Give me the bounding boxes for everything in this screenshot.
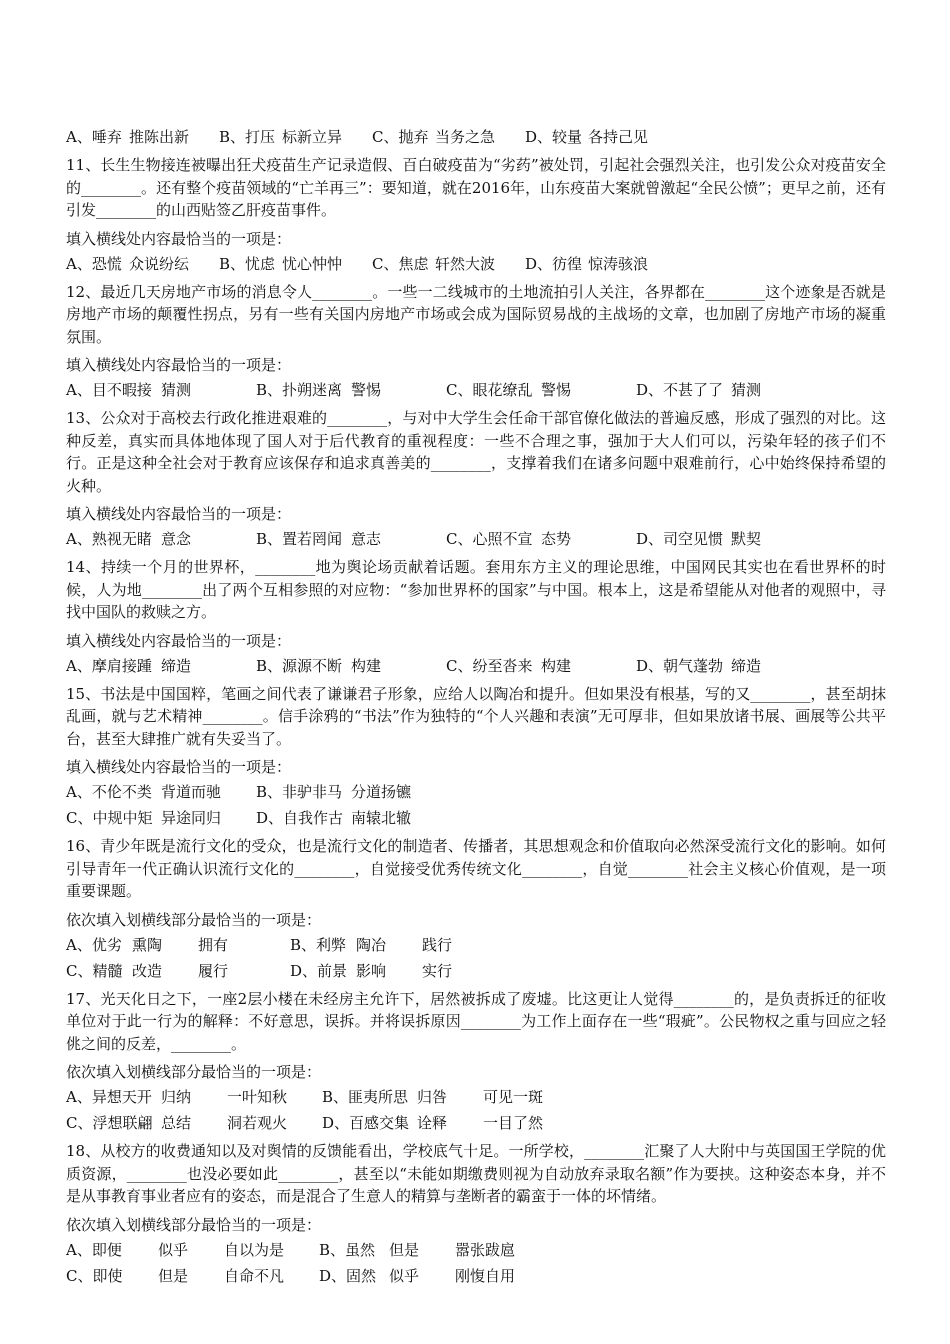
q10-options bbox=[66, 124, 886, 150]
option-a-word: 意念 bbox=[161, 530, 192, 548]
option-c-word-2: 履行 bbox=[198, 961, 229, 980]
option-c: C、浮想联翩 bbox=[66, 1114, 153, 1132]
option-d: D、朝气蓬勃 bbox=[636, 656, 724, 675]
question-17-prompt: 依次填入划横线部分最恰当的一项是： bbox=[66, 1063, 322, 1081]
option-c-word-1: 总结 bbox=[161, 1114, 192, 1132]
option-b: B、源源不断 bbox=[256, 656, 343, 675]
option-d-word-1: 影响 bbox=[356, 961, 387, 980]
question-14-options bbox=[66, 653, 886, 679]
option-d-word: 缔造 bbox=[731, 656, 762, 675]
option-a-word: 猜测 bbox=[161, 381, 192, 399]
question-12-text: 12、最近几天房地产市场的消息令人________。一些一二线城市的土地流拍引人关注，各界都在________这个迹象是否就是房地产市场的颠覆性拐点，另有一些有关国内房地产市场或会成为国际贸易战的主战场的文章，也加剧了房地产市场的凝重氛围。 bbox=[66, 282, 886, 346]
option-d-word: 惊涛骇浪 bbox=[588, 254, 649, 273]
question-16-options-row-1 bbox=[66, 932, 886, 958]
option-d: D、自我作古 bbox=[256, 809, 344, 827]
option-c: C、精髓 bbox=[66, 961, 123, 980]
question-14-text: 14、持续一个月的世界杯，________地为舆论场贡献着话题。套用东方主义的理论思维，中国网民其实也在看世界杯的时候，人为地________出了两个互相参照的对应物：“参加世界杯的国家”与中国。根本上，这是希望能从对他者的观照中，寻找中国队的救赎之方。 bbox=[66, 558, 886, 621]
option-b: B、匪夷所思 bbox=[322, 1088, 409, 1106]
question-11-text: 11、长生生物接连被曝出狂犬疫苗生产记录造假、百白破疫苗为“劣药”被处罚，引起社会强烈关注，也引发公众对疫苗安全的________。还有整个疫苗领域的“亡羊再三”：要知道，就在2016年，山东疫苗大案就曾激起“全民公愤”；更早之前，还有引发________的山西贴签乙肝疫苗事件。 bbox=[66, 156, 886, 219]
option-c: C、心照不宣 bbox=[446, 530, 533, 548]
question-12-options bbox=[66, 377, 886, 403]
option-c: C、抛弃 bbox=[372, 128, 429, 146]
question-12-prompt: 填入横线处内容最恰当的一项是： bbox=[66, 356, 292, 374]
option-a-word-2: 一叶知秋 bbox=[227, 1088, 288, 1106]
question-11-prompt: 填入横线处内容最恰当的一项是： bbox=[66, 229, 292, 248]
option-b-word: 警惕 bbox=[351, 381, 382, 399]
option-d: D、彷徨 bbox=[525, 254, 583, 273]
option-d: D、前景 bbox=[290, 961, 348, 980]
option-a: A、唾弃 bbox=[66, 128, 122, 146]
question-17-text: 17、光天化日之下，一座2层小楼在未经房主允许下，居然被拆成了废墟。比这更让人觉得________的，是负责拆迁的征收单位对于此一行为的解释：不好意思，误拆。并将误拆原因________为工作上面存在一些“瑕疵”。公民物权之重与回应之轻佻之间的反差，________。 bbox=[66, 989, 886, 1053]
option-c-word: 轩然大波 bbox=[435, 254, 496, 273]
option-a-word: 缔造 bbox=[161, 656, 192, 675]
option-b: B、利弊 bbox=[290, 935, 347, 954]
option-d: D、固然 bbox=[319, 1266, 377, 1285]
option-b-word: 分道扬镳 bbox=[351, 783, 412, 801]
option-c: C、即使 bbox=[66, 1266, 123, 1285]
option-c-word-1: 但是 bbox=[158, 1266, 189, 1285]
option-b: B、打压 bbox=[219, 128, 276, 146]
question-18-options-row-2 bbox=[66, 1263, 886, 1289]
option-c-word-2: 自命不凡 bbox=[224, 1266, 285, 1285]
option-a-word: 众说纷纭 bbox=[129, 254, 190, 273]
question-13-prompt: 填入横线处内容最恰当的一项是： bbox=[66, 505, 292, 523]
option-a: A、熟视无睹 bbox=[66, 530, 152, 548]
question-15-options-row-1 bbox=[66, 779, 886, 805]
option-b-word-1: 陶冶 bbox=[356, 935, 387, 954]
option-c-word: 当务之急 bbox=[435, 128, 496, 146]
option-d-word-2: 一目了然 bbox=[483, 1114, 544, 1132]
option-d: D、百感交集 bbox=[322, 1114, 410, 1132]
option-b: B、虽然 bbox=[319, 1240, 376, 1259]
question-16-prompt: 依次填入划横线部分最恰当的一项是： bbox=[66, 910, 322, 929]
option-b-word: 忧心忡忡 bbox=[282, 254, 343, 273]
question-15-text: 15、书法是中国国粹，笔画之间代表了谦谦君子形象，应给人以陶冶和提升。但如果没有根基，写的又________，甚至胡抹乱画，就与艺术精神________。信手涂鸦的“书法”作为独特的“个人兴趣和表演”无可厚非，但如果放诸书展、画展等公共平台，甚至大肆推广就有失妥当了。 bbox=[66, 684, 886, 748]
option-d-word-1: 诠释 bbox=[417, 1114, 448, 1132]
option-b: B、置若罔闻 bbox=[256, 530, 343, 548]
option-c-word: 态势 bbox=[541, 530, 572, 548]
option-a: A、优劣 bbox=[66, 935, 122, 954]
option-b: B、忧虑 bbox=[219, 254, 276, 273]
option-b-word: 构建 bbox=[351, 656, 382, 675]
option-b-word-2: 践行 bbox=[422, 935, 453, 954]
option-c-word: 构建 bbox=[541, 656, 572, 675]
option-a-word: 背道而驰 bbox=[161, 783, 222, 801]
option-d-word-2: 刚愎自用 bbox=[455, 1266, 516, 1285]
question-17-options-row-2 bbox=[66, 1110, 886, 1136]
option-d-word-1: 似乎 bbox=[389, 1266, 420, 1285]
option-a: A、摩肩接踵 bbox=[66, 656, 152, 675]
option-d: D、不甚了了 bbox=[636, 381, 724, 399]
question-18-prompt: 依次填入划横线部分最恰当的一项是： bbox=[66, 1215, 322, 1234]
option-d-word: 猜测 bbox=[731, 381, 762, 399]
option-b-word: 标新立异 bbox=[282, 128, 343, 146]
question-13-text: 13、公众对于高校去行政化推进艰难的________，与对中大学生会任命干部官僚化做法的普遍反感，形成了强烈的对比。这种反差，真实而具体地体现了国人对于后代教育的重视程度：一些不合理之事，强加于大人们可以，污染年轻的孩子们不行。正是这种全社会对于教育应该保存和追求真善美的________，支撑着我们在诸多问题中艰难前行，心中始终保持希望的火种。 bbox=[66, 409, 886, 495]
option-b-word-2: 嚣张跋扈 bbox=[455, 1240, 516, 1259]
question-16-text: 16、青少年既是流行文化的受众，也是流行文化的制造者、传播者，其思想观念和价值取向必然深受流行文化的影响。如何引导青年一代正确认识流行文化的________，自觉接受优秀传统文化________，自觉________社会主义核心价值观，是一项重要课题。 bbox=[66, 837, 886, 900]
question-14-prompt: 填入横线处内容最恰当的一项是： bbox=[66, 631, 292, 650]
option-d-word: 南辕北辙 bbox=[351, 809, 412, 827]
option-d-word-2: 实行 bbox=[422, 961, 453, 980]
exam-page bbox=[66, 124, 886, 1289]
option-a-word: 推陈出新 bbox=[129, 128, 190, 146]
question-18-text: 18、从校方的收费通知以及对舆情的反馈能看出，学校底气十足。一所学校，________汇聚了人大附中与英国国王学院的优质资源，________也没必要如此________，甚至以“未能如期缴费则视为自动放弃录取名额”作为要挟。这种姿态本身，并不是从事教育事业者应有的姿态，而是混合了生意人的精算与垄断者的霸蛮于一体的坏情绪。 bbox=[66, 1142, 886, 1205]
option-c-word-2: 洞若观火 bbox=[227, 1114, 288, 1132]
option-a: A、即便 bbox=[66, 1240, 122, 1259]
option-b-word-1: 但是 bbox=[389, 1240, 420, 1259]
option-c: C、眼花缭乱 bbox=[446, 381, 533, 399]
option-a-word-1: 熏陶 bbox=[132, 935, 163, 954]
option-d: D、司空见惯 bbox=[636, 530, 724, 548]
option-c: C、纷至沓来 bbox=[446, 656, 533, 675]
question-11-options bbox=[66, 251, 886, 277]
option-a: A、恐慌 bbox=[66, 254, 122, 273]
question-18-options-row-1 bbox=[66, 1237, 886, 1263]
option-a: A、目不暇接 bbox=[66, 381, 152, 399]
option-b-word-2: 可见一斑 bbox=[483, 1088, 544, 1106]
question-17-options-row-1 bbox=[66, 1084, 886, 1110]
option-c-word-1: 改造 bbox=[132, 961, 163, 980]
question-15-options-row-2 bbox=[66, 805, 886, 831]
option-c-word: 异途同归 bbox=[161, 809, 222, 827]
option-a-word-2: 拥有 bbox=[198, 935, 229, 954]
option-c-word: 警惕 bbox=[541, 381, 572, 399]
option-a: A、不伦不类 bbox=[66, 783, 152, 801]
question-16-options-row-2 bbox=[66, 958, 886, 984]
option-a-word-1: 似乎 bbox=[158, 1240, 189, 1259]
option-c: C、焦虑 bbox=[372, 254, 429, 273]
question-15-prompt: 填入横线处内容最恰当的一项是： bbox=[66, 758, 292, 776]
option-c: C、中规中矩 bbox=[66, 809, 153, 827]
option-b-word: 意志 bbox=[351, 530, 382, 548]
option-d-word: 默契 bbox=[731, 530, 762, 548]
option-b: B、扑朔迷离 bbox=[256, 381, 343, 399]
option-a: A、异想天开 bbox=[66, 1088, 152, 1106]
option-a-word-1: 归纳 bbox=[161, 1088, 192, 1106]
option-b: B、非驴非马 bbox=[256, 783, 343, 801]
option-d: D、较量 bbox=[525, 128, 583, 146]
option-d-word: 各持己见 bbox=[588, 128, 649, 146]
question-13-options bbox=[66, 526, 886, 552]
option-a-word-2: 自以为是 bbox=[224, 1240, 285, 1259]
option-b-word-1: 归咎 bbox=[417, 1088, 448, 1106]
